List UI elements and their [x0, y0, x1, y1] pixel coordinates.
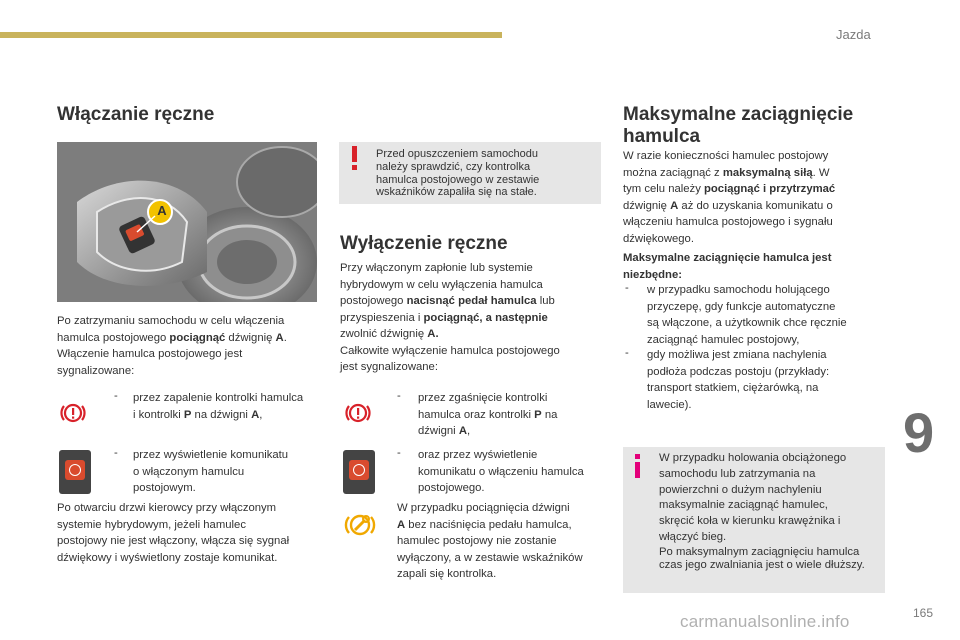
- text-line: Po otwarciu drzwi kierowcy przy włączonym: [57, 502, 277, 514]
- left-para1: [57, 313, 287, 379]
- text-line: Po maksymalnym zaciągnięciu hamulca: [659, 545, 860, 558]
- text-line: lawecie).: [647, 398, 692, 411]
- page-number: 165: [913, 606, 934, 620]
- text-line: maksymalnie zaciągnąć hamulec,: [659, 499, 828, 512]
- text-line: podłoża podczas postoju (przykłady:: [647, 365, 830, 378]
- text-line: powierzchni o dużym nachyleniu: [659, 483, 822, 496]
- bullet-dash: -: [397, 390, 401, 402]
- text-line: komunikatu o włączeniu hamulca: [418, 465, 584, 478]
- text-line: jest sygnalizowane:: [340, 361, 438, 373]
- text-line: tym celu należy pociągnąć i przytrzymać: [623, 183, 836, 195]
- text-line: przez zapalenie kontrolki hamulca: [133, 392, 304, 404]
- parking-brake-photo: [57, 142, 317, 302]
- text-line: transport statkiem, ciężarówką, na: [647, 382, 819, 394]
- brake-warning-icon: [345, 400, 371, 426]
- bullet-dash: -: [397, 447, 401, 459]
- bullet-dash: -: [114, 447, 118, 459]
- text-line: wyłączony, a w zestawie wskaźników: [397, 551, 583, 564]
- text-line: przez wyświetlenie komunikatu: [133, 449, 289, 461]
- text-line: Przed opuszczeniem samochodu: [376, 148, 539, 160]
- text-line: Całkowite wyłączenie hamulca postojowego: [340, 344, 560, 357]
- right-bullet2: [647, 347, 829, 413]
- text-line: oraz przez wyświetlenie: [418, 449, 538, 461]
- left-bullet2: [133, 447, 288, 497]
- watermark: carmanualsonline.info: [680, 612, 850, 631]
- text-line: hamulca postojowego w zestawie: [376, 173, 540, 186]
- right-title: [623, 104, 853, 148]
- text-line: postojowy nie jest włączony, włącza się sygnał: [57, 535, 290, 547]
- text-line: przez zgaśnięcie kontrolki: [418, 392, 548, 404]
- text-line: przyspieszenia i pociągnąć, a następnie: [340, 311, 548, 324]
- title-line: Maksymalne zaciągnięcie: [623, 104, 854, 125]
- brake-fault-icon: [343, 510, 377, 540]
- middle-bullet2: [418, 447, 584, 497]
- info-icon: [632, 452, 644, 480]
- text-line: hamulca postojowego pociągnąć dźwignię A.: [57, 331, 287, 344]
- text-line: przyczepę, gdy funkcje automatyczne: [647, 300, 836, 313]
- header-accent-bar: [0, 32, 502, 38]
- text-line: skręcić koła w kierunku krawężnika i: [659, 515, 841, 528]
- text-line: niezbędne:: [623, 268, 682, 281]
- text-line: są włączone, a użytkownik chce ręcznie: [647, 317, 847, 329]
- text-line: włączeniu hamulca postojowego i sygnału: [623, 216, 833, 228]
- text-line: dźwiękowego.: [623, 232, 694, 245]
- text-line: i kontrolki P na dźwigni A,: [133, 408, 263, 421]
- text-line: Maksymalne zaciągnięcie hamulca jest: [623, 252, 832, 264]
- text-line: W przypadku holowania obciążonego: [659, 452, 847, 464]
- text-line: o włączonym hamulcu: [133, 465, 245, 478]
- photo-label-a: A: [157, 203, 167, 218]
- text-line: hybrydowym w celu wyłączenia hamulca: [340, 278, 543, 291]
- text-line: w przypadku samochodu holującego: [647, 284, 830, 296]
- text-line: Po zatrzymaniu samochodu w celu włączenia: [57, 315, 285, 327]
- text-line: dźwiękowy i wyświetlony zostaje komunikat.: [57, 551, 278, 564]
- text-line: W przypadku pociągnięcia dźwigni: [397, 502, 570, 514]
- bullet-dash: -: [114, 390, 118, 402]
- text-line: sygnalizowane:: [57, 364, 135, 377]
- text-line: włączyć bieg.: [659, 530, 727, 543]
- text-line: Włączenie hamulca postojowego jest: [57, 348, 243, 360]
- text-line: A bez naciśnięcia pedału hamulca,: [397, 518, 572, 531]
- middle-para1: [340, 260, 560, 376]
- middle-para2: [397, 500, 583, 583]
- text-line: należy sprawdzić, czy kontrolka: [376, 160, 531, 173]
- text-line: gdy możliwa jest zmiana nachylenia: [647, 349, 827, 361]
- text-line: hamulec postojowy nie zostanie: [397, 535, 557, 547]
- right-bullet1: [647, 282, 847, 348]
- right-para1: [623, 148, 835, 247]
- text-line: dźwignię A aż do uzyskania komunikatu o: [623, 199, 833, 212]
- text-line: zwolnić dźwignię A.: [340, 328, 439, 340]
- text-line: postojowego.: [418, 482, 485, 494]
- left-bullet1: [133, 390, 303, 423]
- text-line: czas jego zwalniania jest o wiele dłuższy.: [659, 558, 865, 571]
- text-line: W razie konieczności hamulec postojowy: [623, 150, 829, 162]
- title-line: hamulca: [623, 126, 701, 147]
- exclamation-icon: [349, 144, 361, 172]
- text-line: zapali się kontrolka.: [397, 568, 497, 580]
- section-name: Jazda: [836, 27, 871, 42]
- text-line: hamulca oraz kontrolki P na: [418, 408, 558, 421]
- parking-switch-icon: [59, 450, 91, 494]
- brake-warning-icon: [60, 400, 86, 426]
- bullet-dash: -: [625, 347, 629, 359]
- text-line: Przy włączonym zapłonie lub systemie: [340, 262, 533, 274]
- text-line: systemie hybrydowym, jeżeli hamulec: [57, 518, 246, 531]
- middle-title: Wyłączenie ręczne: [340, 233, 508, 254]
- console-illustration: [57, 142, 317, 302]
- middle-bullet1: [418, 390, 557, 440]
- text-line: postojowego nacisnąć pedał hamulca lub: [340, 295, 555, 307]
- left-para2: [57, 500, 289, 566]
- text-line: można zaciągnąć z maksymalną siłą. W: [623, 166, 830, 179]
- warning-note-text: [376, 148, 539, 199]
- bullet-dash: -: [625, 282, 629, 294]
- info-note-text: [659, 451, 865, 572]
- right-subhead: [623, 250, 831, 283]
- parking-switch-icon: [343, 450, 375, 494]
- text-line: wskaźników zapaliła się na stałe.: [376, 186, 537, 199]
- text-line: samochodu lub zatrzymania na: [659, 467, 816, 480]
- text-line: dźwigni A,: [418, 425, 471, 437]
- left-title: Włączanie ręczne: [57, 104, 215, 125]
- text-line: zaciągnąć hamulec postojowy,: [647, 333, 800, 346]
- text-line: postojowym.: [133, 482, 196, 494]
- chapter-number: 9: [903, 401, 935, 464]
